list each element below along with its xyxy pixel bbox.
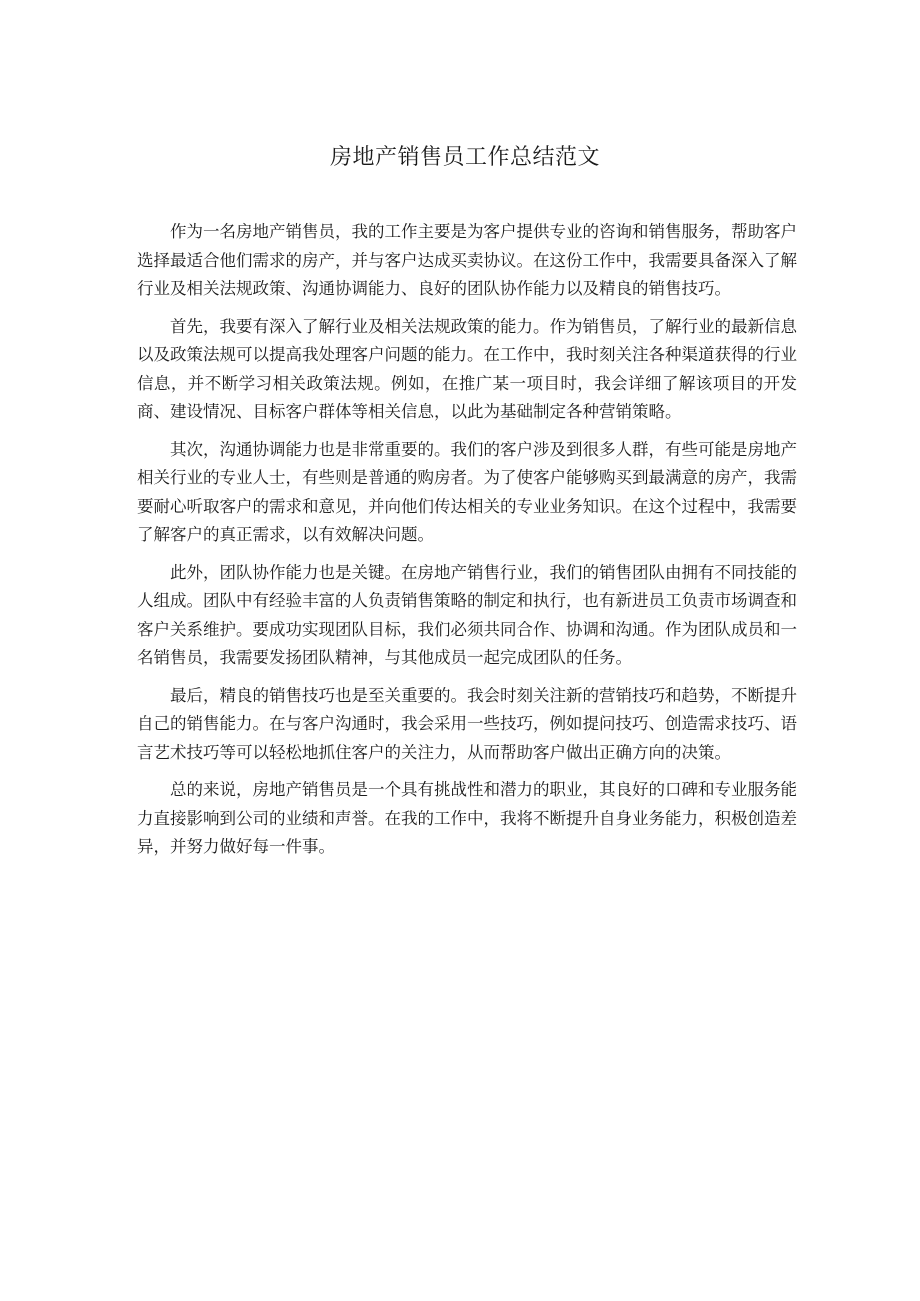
document-body <box>137 218 797 871</box>
paragraph-conclusion: 总的来说，房地产销售员是一个具有挑战性和潜力的职业，其良好的口碑和专业服务能力直接影响到公司的业绩和声誉。在我的工作中，我将不断提升自身业务能力，积极创造差异，并努力做好每一件事。 <box>137 780 797 856</box>
document-title: 房地产销售员工作总结范文 <box>329 145 600 170</box>
paragraph-communication: 其次，沟通协调能力也是非常重要的。我们的客户涉及到很多人群，有些可能是房地产相关行业的专业人士，有些则是普通的购房者。为了使客户能够购买到最满意的房产，我需要耐心听取客户的需求和意见，并向他们传达相关的专业业务知识。在这个过程中，我需要了解客户的真正需求，以有效解决问题。 <box>137 439 797 544</box>
paragraph-sales-skills: 最后，精良的销售技巧也是至关重要的。我会时刻关注新的营销技巧和趋势，不断提升自己的销售能力。在与客户沟通时，我会采用一些技巧，例如提问技巧、创造需求技巧、语言艺术技巧等可以轻松地抓住客户的关注力，从而帮助客户做出正确方向的决策。 <box>137 685 797 762</box>
paragraph-industry-knowledge: 首先，我要有深入了解行业及相关法规政策的能力。作为销售员，了解行业的最新信息以及政策法规可以提高我处理客户问题的能力。在工作中，我时刻关注各种渠道获得的行业信息，并不断学习相关政策法规。例如，在推广某一项目时，我会详细了解该项目的开发商、建设情况、目标客户群体等相关信息，以此为基础制定各种营销策略。 <box>137 316 797 421</box>
paragraph-teamwork: 此外，团队协作能力也是关键。在房地产销售行业，我们的销售团队由拥有不同技能的人组成。团队中有经验丰富的人负责销售策略的制定和执行，也有新进员工负责市场调查和客户关系维护。要成功实现团队目标，我们必须共同合作、协调和沟通。作为团队成员和一名销售员，我需要发扬团队精神，与其他成员一起完成团队的任务。 <box>137 562 797 667</box>
paragraph-intro: 作为一名房地产销售员，我的工作主要是为客户提供专业的咨询和销售服务，帮助客户选择最适合他们需求的房产，并与客户达成买卖协议。在这份工作中，我需要具备深入了解行业及相关法规政策、沟通协调能力、良好的团队协作能力以及精良的销售技巧。 <box>137 222 797 298</box>
